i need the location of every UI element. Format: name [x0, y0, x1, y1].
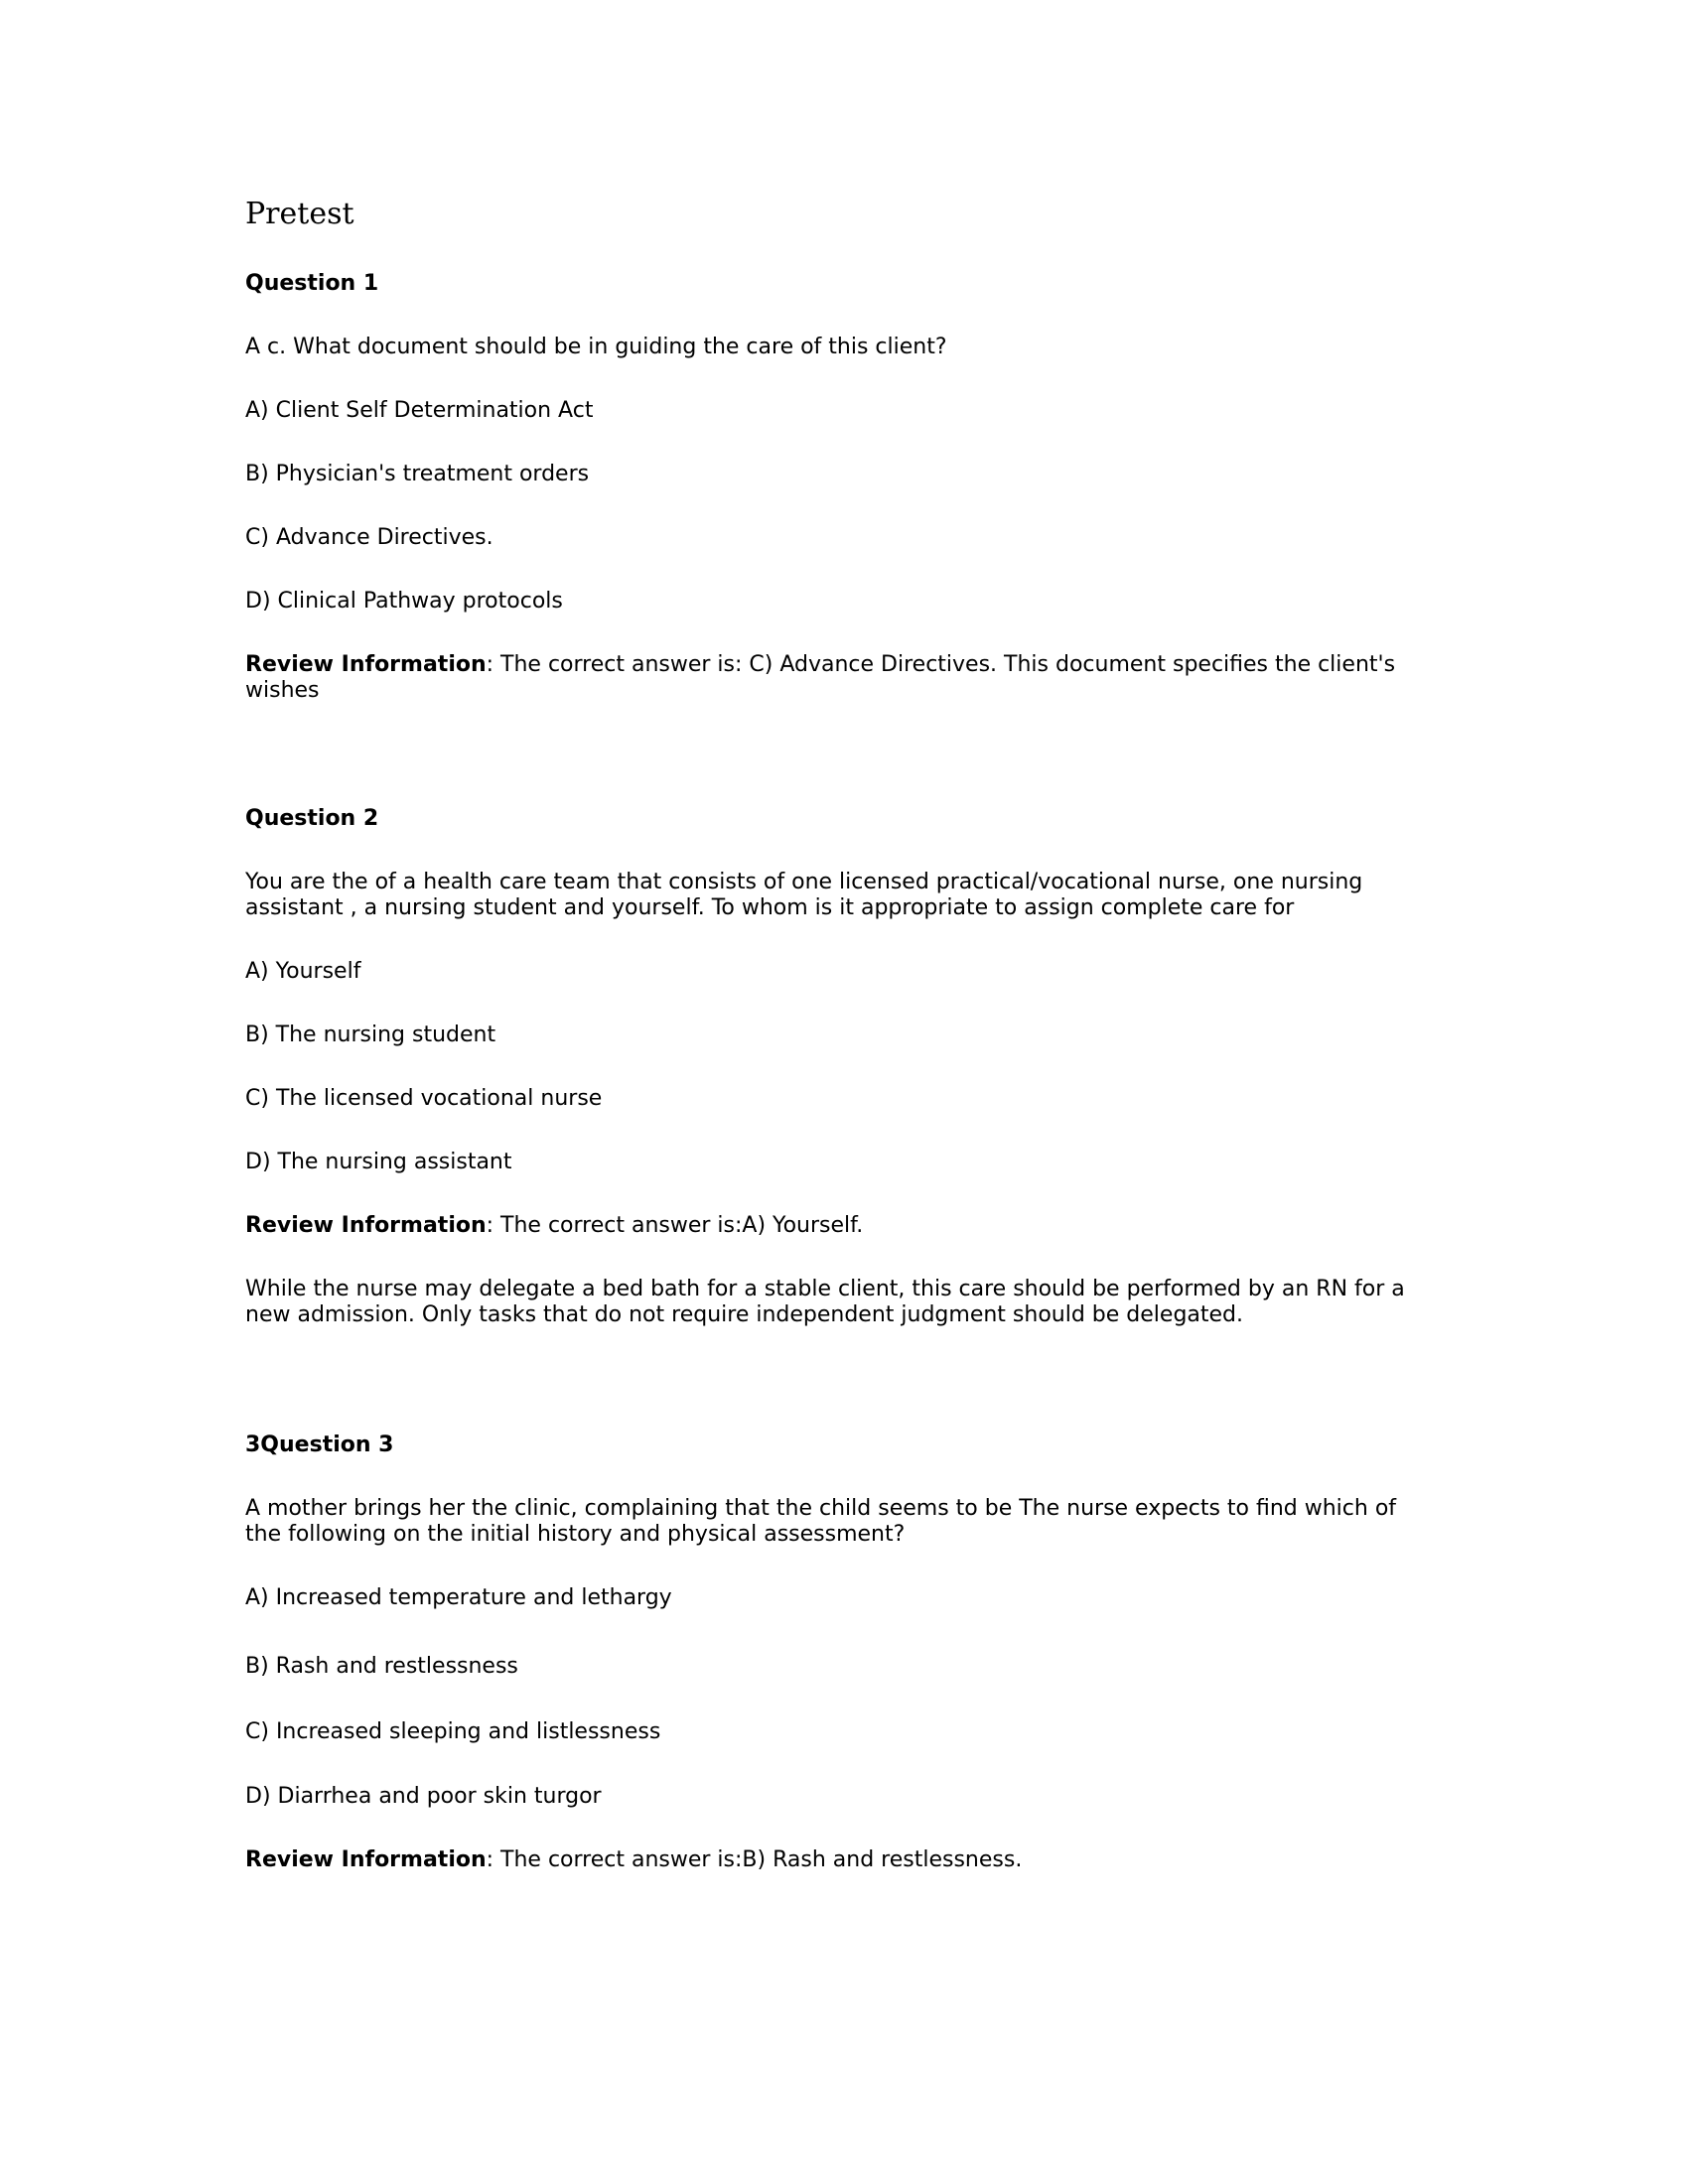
question-3-heading: 3Question 3: [245, 1433, 394, 1457]
question-1-option-b: B) Physician's treatment orders: [245, 462, 590, 486]
question-1-prompt: A c. What document should be in guiding the care of this client?: [245, 335, 947, 359]
question-1-option-c: C) Advance Directives.: [245, 525, 493, 550]
review-text: : The correct answer is:B) Rash and restlessness.: [486, 1847, 1023, 1872]
question-2-option-b: B) The nursing student: [245, 1023, 496, 1047]
question-2-option-a: A) Yourself: [245, 959, 361, 984]
review-text: : The correct answer is:A) Yourself.: [486, 1213, 864, 1238]
question-2-option-c: C) The licensed vocational nurse: [245, 1086, 603, 1111]
question-2-explanation: While the nurse may delegate a bed bath for a stable client, this care should be performed by an RN for a new admission. Only tasks that do not require independent judgment should be delegated.: [245, 1277, 1405, 1327]
page-title: Pretest: [245, 197, 354, 231]
review-text: : The correct answer is: C) Advance Directives. This document specifies the client's wishes: [245, 652, 1396, 703]
question-1-review: [245, 652, 1437, 704]
question-2-review: [245, 1213, 1437, 1239]
review-label: Review Information: [245, 1213, 487, 1238]
question-3-prompt: A mother brings her the clinic, complaining that the child seems to be The nurse expects to find which of the following on the initial history and physical assessment?: [245, 1496, 1397, 1547]
question-3-review: [245, 1847, 1437, 1873]
question-3-option-b: B) Rash and restlessness: [245, 1654, 518, 1679]
question-1-option-a: A) Client Self Determination Act: [245, 398, 594, 423]
question-2-heading: Question 2: [245, 806, 379, 831]
question-3-option-d: D) Diarrhea and poor skin turgor: [245, 1784, 602, 1809]
review-label: Review Information: [245, 652, 487, 677]
question-2-option-d: D) The nursing assistant: [245, 1150, 512, 1174]
question-1-heading: Question 1: [245, 271, 379, 296]
review-label: Review Information: [245, 1847, 487, 1872]
question-3-option-a: A) Increased temperature and lethargy: [245, 1585, 672, 1610]
question-2-prompt: You are the of a health care team that consists of one licensed practical/vocational nurse, one nursing assistant , a nursing student and yourself. To whom is it appropriate to assign complete care for: [245, 870, 1363, 920]
question-1-option-d: D) Clinical Pathway protocols: [245, 589, 563, 614]
question-3-option-c: C) Increased sleeping and listlessness: [245, 1719, 661, 1744]
